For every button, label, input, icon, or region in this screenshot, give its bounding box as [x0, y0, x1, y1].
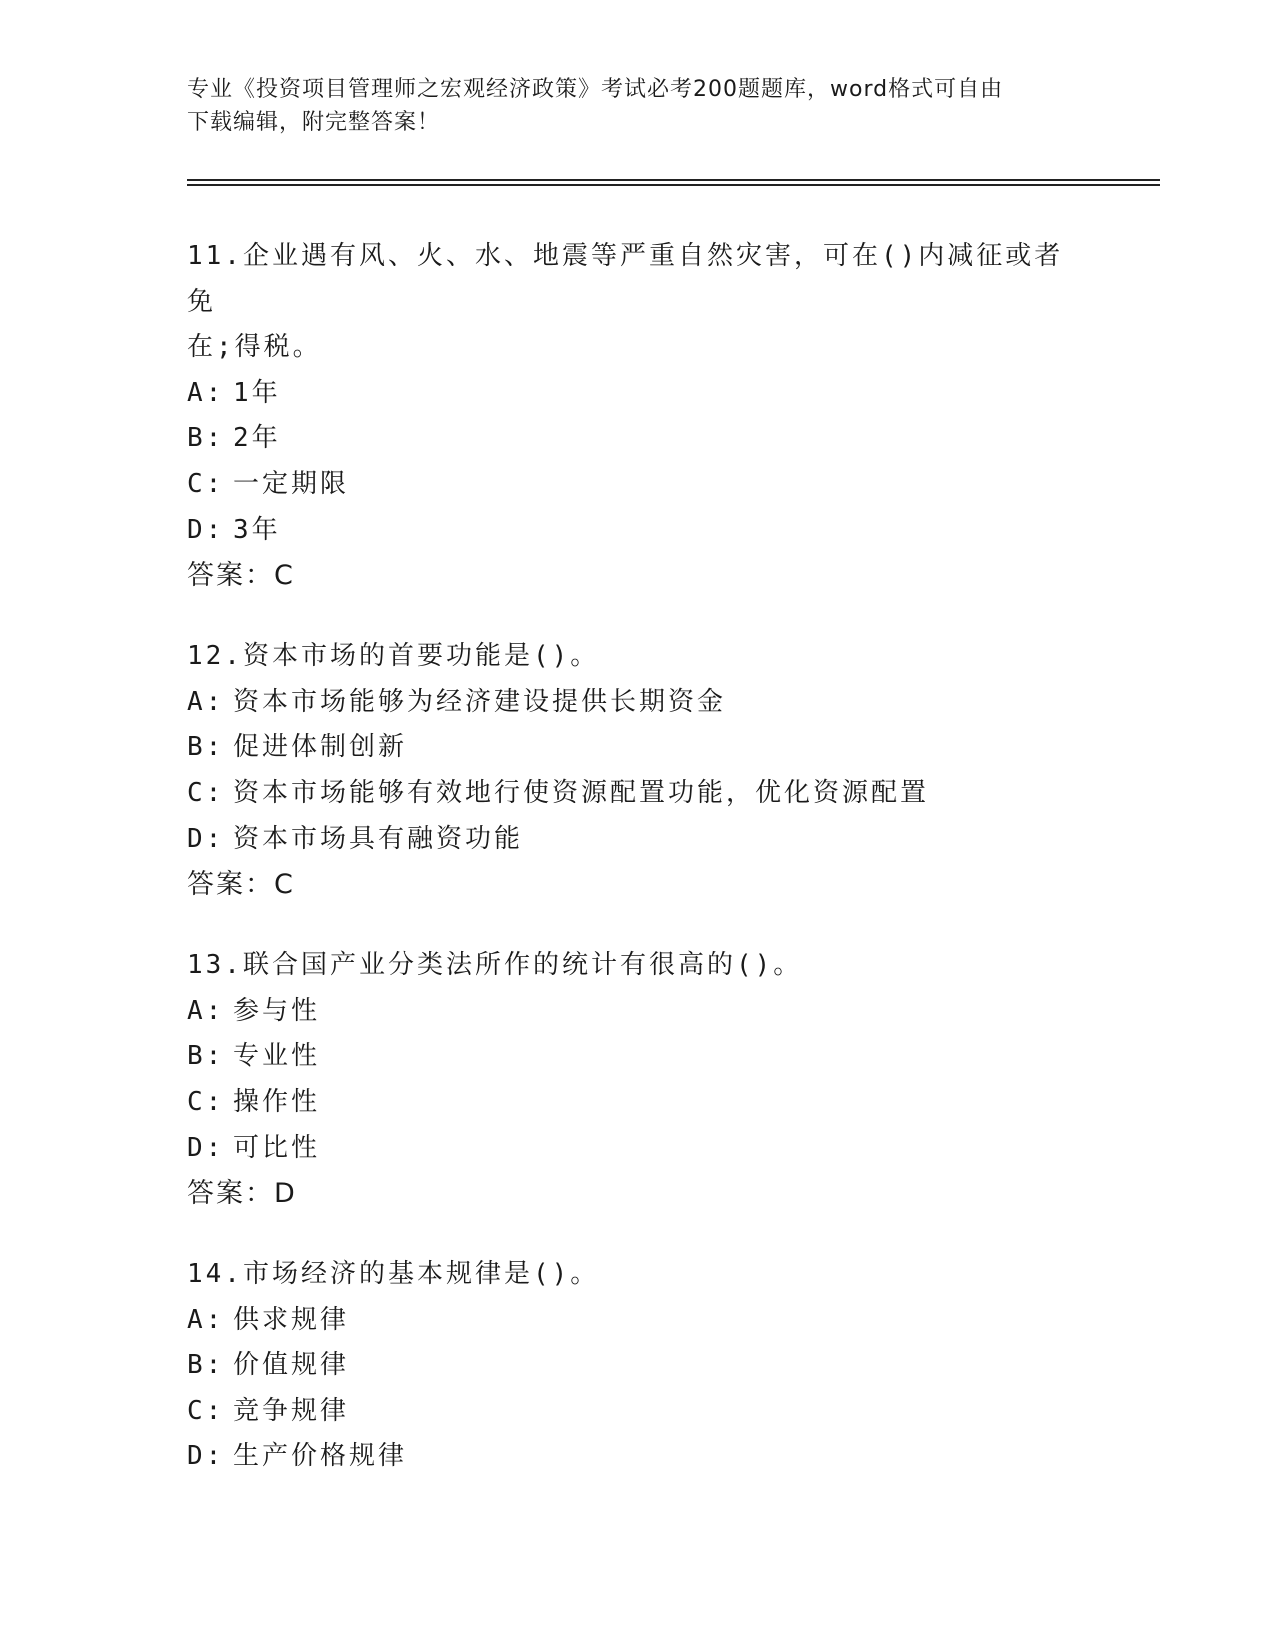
answer: 答案：C — [187, 869, 295, 901]
option-b — [187, 1034, 1087, 1080]
option-key: C: — [187, 468, 225, 499]
option-a — [187, 371, 1087, 417]
option-key: B: — [187, 423, 225, 454]
option-b — [187, 1343, 1087, 1389]
document-header — [187, 73, 1087, 139]
option-key: A: — [187, 377, 225, 408]
header-divider-bottom — [187, 184, 1160, 186]
option-text: 生产价格规律 — [233, 1441, 408, 1472]
question-12 — [187, 634, 1087, 907]
option-text: 2年 — [233, 423, 281, 454]
question-stem: 14.市场经济的基本规律是()。 — [187, 1259, 600, 1290]
option-key: A: — [187, 686, 225, 717]
option-text: 可比性 — [233, 1132, 321, 1163]
option-c — [187, 771, 1087, 817]
header-divider-top — [187, 179, 1160, 181]
option-key: B: — [187, 1041, 225, 1072]
answer: 答案：C — [187, 560, 295, 592]
option-key: B: — [187, 1350, 225, 1381]
option-a — [187, 989, 1087, 1035]
option-key: C: — [187, 1395, 225, 1426]
option-c — [187, 1080, 1087, 1126]
option-a — [187, 1298, 1087, 1344]
option-text: 一定期限 — [233, 468, 350, 499]
option-key: A: — [187, 1304, 225, 1335]
question-11 — [187, 234, 1087, 598]
option-c — [187, 1389, 1087, 1435]
question-stem: 13.联合国产业分类法所作的统计有很高的()。 — [187, 950, 803, 981]
option-text: 专业性 — [233, 1041, 321, 1072]
header-line-2: 下载编辑，附完整答案！ — [187, 110, 441, 135]
option-key: D: — [187, 1132, 225, 1163]
answer: 答案：D — [187, 1178, 297, 1210]
question-list — [187, 234, 1087, 1516]
option-b — [187, 725, 1087, 771]
option-d — [187, 817, 1087, 863]
option-text: 促进体制创新 — [233, 732, 408, 763]
option-text: 资本市场能够为经济建设提供长期资金 — [233, 686, 727, 717]
option-key: B: — [187, 732, 225, 763]
option-text: 资本市场具有融资功能 — [233, 823, 524, 854]
option-text: 3年 — [233, 514, 281, 545]
header-line-1: 专业《投资项目管理师之宏观经济政策》考试必考200题题库，word格式可自由 — [187, 77, 1004, 102]
option-b — [187, 416, 1087, 462]
option-c — [187, 462, 1087, 508]
option-text: 1年 — [233, 377, 281, 408]
question-13 — [187, 943, 1087, 1216]
question-stem: 12.资本市场的首要功能是()。 — [187, 641, 600, 672]
option-key: D: — [187, 1441, 225, 1472]
option-a — [187, 680, 1087, 726]
option-text: 竞争规律 — [233, 1395, 350, 1426]
option-text: 资本市场能够有效地行使资源配置功能，优化资源配置 — [233, 777, 930, 808]
option-text: 供求规律 — [233, 1304, 350, 1335]
question-stem-continued: 在;得税。 — [187, 332, 322, 363]
option-key: A: — [187, 995, 225, 1026]
question-14 — [187, 1252, 1087, 1480]
option-d — [187, 508, 1087, 554]
option-key: D: — [187, 823, 225, 854]
option-text: 参与性 — [233, 995, 321, 1026]
option-d — [187, 1434, 1087, 1480]
option-key: C: — [187, 777, 225, 808]
option-key: C: — [187, 1086, 225, 1117]
question-stem: 11.企业遇有风、火、水、地震等严重自然灾害，可在()内减征或者免 — [187, 241, 1064, 317]
option-d — [187, 1126, 1087, 1172]
option-key: D: — [187, 514, 225, 545]
option-text: 操作性 — [233, 1086, 321, 1117]
option-text: 价值规律 — [233, 1350, 350, 1381]
